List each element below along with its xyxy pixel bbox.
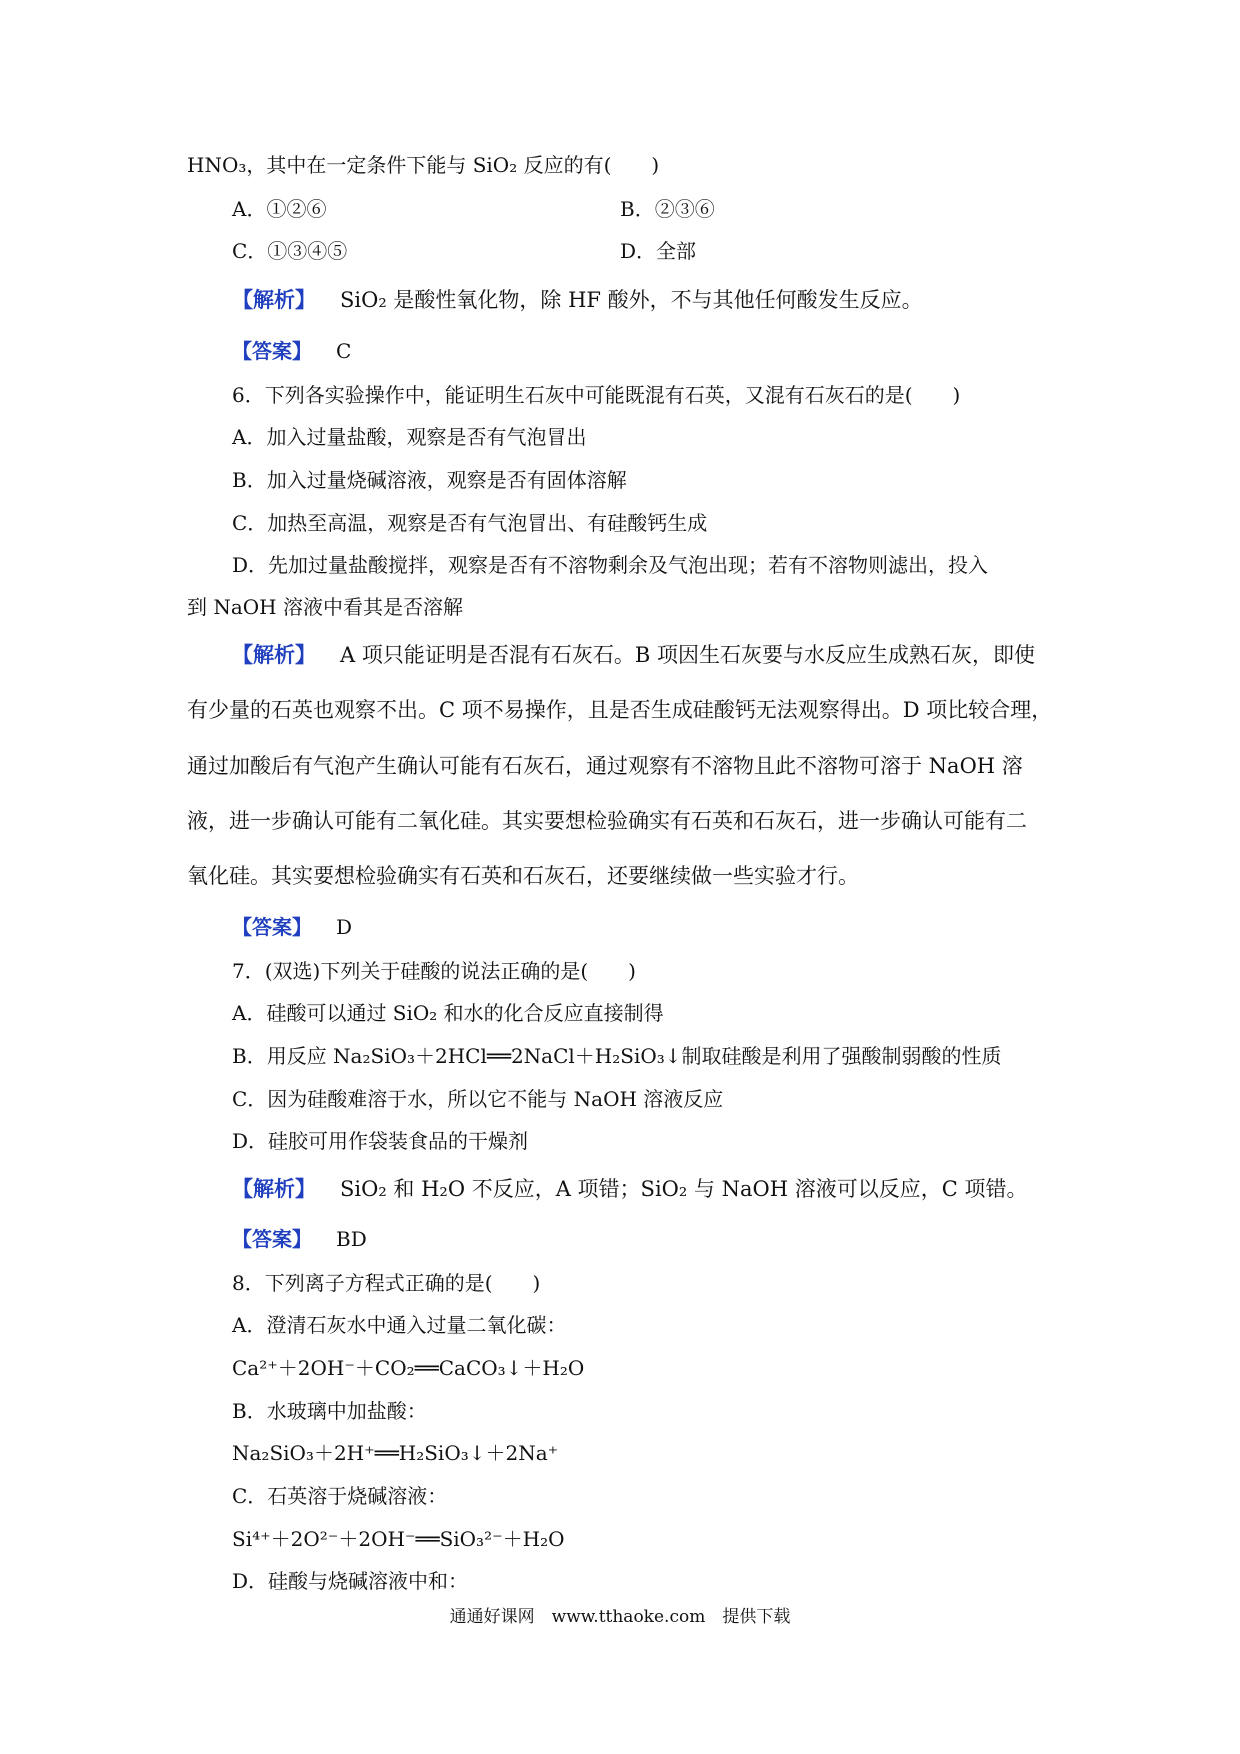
q6-answer-line — [232, 914, 352, 940]
analysis-tag: 【解析】 — [232, 642, 316, 667]
q6-option-d: D．先加过量盐酸搅拌，观察是否有不溶物剩余及气泡出现；若有不溶物则滤出，投入 — [232, 553, 989, 577]
q6-option-a: A．加入过量盐酸，观察是否有气泡冒出 — [232, 425, 587, 449]
q6-analysis-cont: 有少量的石英也观察不出。C 项不易操作，且是否生成硅酸钙无法观察得出。D 项比较合理， — [187, 698, 1053, 722]
q6-option-d-cont: 到 NaOH 溶液中看其是否溶解 — [187, 595, 463, 619]
q7-option-a: A．硅酸可以通过 SiO₂ 和水的化合反应直接制得 — [232, 1001, 664, 1025]
option-c: C．①③④⑤ — [232, 239, 348, 263]
q6-analysis-cont: 氧化硅。其实要想检验确实有石英和石灰石，还要继续做一些实验才行。 — [187, 864, 859, 888]
q7-option-b: B．用反应 Na₂SiO₃＋2HCl══2NaCl＋H₂SiO₃↓制取硅酸是利用了强酸制弱酸的性质 — [232, 1044, 1002, 1068]
question-7: 7．(双选)下列关于硅酸的说法正确的是( ) — [232, 959, 636, 983]
q6-analysis-line — [232, 642, 1035, 668]
q8-option-d: D．硅酸与烧碱溶液中和： — [232, 1569, 469, 1593]
q6-analysis-cont: 通过加酸后有气泡产生确认可能有石灰石，通过观察有不溶物且此不溶物可溶于 NaOH 溶 — [187, 754, 1023, 778]
q7-option-c: C．因为硅酸难溶于水，所以它不能与 NaOH 溶液反应 — [232, 1087, 724, 1111]
question-6: 6．下列各实验操作中，能证明生石灰中可能既混有石英，又混有石灰石的是( ) — [232, 383, 961, 407]
q8-equation-b: Na₂SiO₃＋2H⁺══H₂SiO₃↓＋2Na⁺ — [232, 1441, 559, 1465]
q6-option-c: C．加热至高温，观察是否有气泡冒出、有硅酸钙生成 — [232, 511, 708, 535]
q8-option-a: A．澄清石灰水中通入过量二氧化碳： — [232, 1313, 567, 1337]
option-a: A．①②⑥ — [232, 197, 327, 221]
question-continuation: HNO₃，其中在一定条件下能与 SiO₂ 反应的有( ) — [187, 153, 660, 177]
q7-answer-line — [232, 1226, 367, 1252]
q7-analysis-line — [232, 1176, 1027, 1202]
q6-option-b: B．加入过量烧碱溶液，观察是否有固体溶解 — [232, 468, 627, 492]
q7-option-d: D．硅胶可用作袋装食品的干燥剂 — [232, 1129, 529, 1153]
analysis-text: SiO₂ 是酸性氧化物，除 HF 酸外，不与其他任何酸发生反应。 — [340, 288, 923, 312]
answer-text: D — [336, 915, 353, 939]
page-footer: 通通好课网 www.tthaoke.com 提供下载 — [449, 1607, 791, 1627]
answer-tag: 【答案】 — [232, 1227, 312, 1251]
analysis-text: A 项只能证明是否混有石灰石。B 项因生石灰要与水反应生成熟石灰，即使 — [340, 643, 1035, 667]
q8-equation-c: Si⁴⁺＋2O²⁻＋2OH⁻══SiO₃²⁻＋H₂O — [232, 1527, 565, 1551]
analysis-text: SiO₂ 和 H₂O 不反应，A 项错；SiO₂ 与 NaOH 溶液可以反应，C 项错。 — [340, 1177, 1028, 1201]
q8-equation-a: Ca²⁺＋2OH⁻＋CO₂══CaCO₃↓＋H₂O — [232, 1356, 585, 1380]
answer-line — [232, 338, 351, 364]
analysis-tag: 【解析】 — [232, 1176, 316, 1201]
option-d: D．全部 — [620, 239, 697, 263]
answer-text: C — [336, 339, 352, 363]
q6-analysis-cont: 液，进一步确认可能有二氧化硅。其实要想检验确实有石英和石灰石，进一步确认可能有二 — [187, 809, 1027, 833]
analysis-line — [232, 287, 923, 313]
q8-option-c: C．石英溶于烧碱溶液： — [232, 1484, 448, 1508]
q8-option-b: B．水玻璃中加盐酸： — [232, 1399, 427, 1423]
answer-text: BD — [336, 1227, 367, 1251]
option-b: B．②③⑥ — [620, 197, 715, 221]
question-8: 8．下列离子方程式正确的是( ) — [232, 1271, 541, 1295]
analysis-tag: 【解析】 — [232, 287, 316, 312]
answer-tag: 【答案】 — [232, 915, 312, 939]
answer-tag: 【答案】 — [232, 339, 312, 363]
